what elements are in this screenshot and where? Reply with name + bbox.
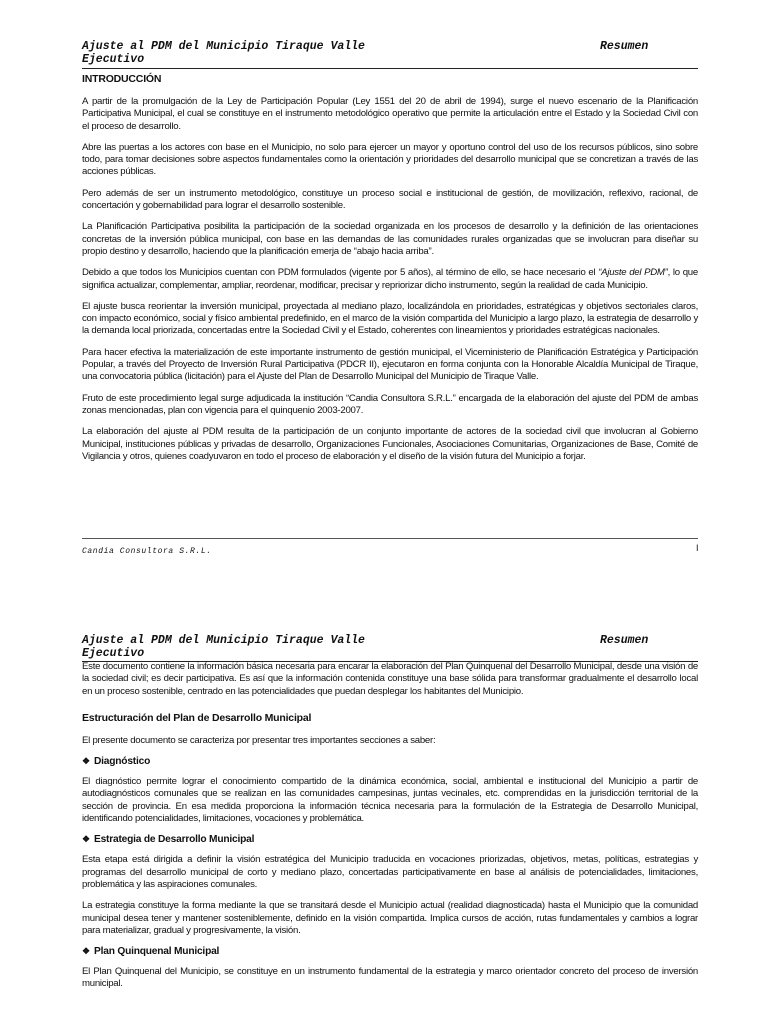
- paragraph: La elaboración del ajuste al PDM resulta de la participación de un conjunto importante de actores de la sociedad civil que involucran al Gobierno Municipal, instituciones públicas y privadas de desarrollo, Organizaciones Funcionales, Asociaciones Comunitarias, Organizaciones de Base, Comité de Vigilancia y otros, quienes coadyuvaron en todo el proceso de elaboración y el diseño de la visión futura del Municipio a forjar.: [82, 426, 698, 462]
- page-header: [82, 40, 698, 66]
- paragraph: El presente documento se caracteriza por presentar tres importantes secciones a saber:: [82, 734, 436, 746]
- diamond-bullet-icon: ❖: [82, 946, 90, 957]
- diamond-bullet-icon: ❖: [82, 756, 90, 767]
- page-header: [82, 634, 698, 660]
- paragraph: Para hacer efectiva la materialización de este importante instrumento de gestión municipal, el Viceministerio de Planificación Estratégica y Participación Popular, a través del Proyecto de Inversión Rural Participativa (PDCR II), ejecutaron en forma conjunta con la Honorable Alcaldía Municipal de Tiraque, una convocatoria pública (licitación) para el Ajuste del Plan de Desarrollo Municipal del Municipio de Tiraque Valle.: [82, 346, 698, 383]
- header-rule: [82, 68, 698, 69]
- bullet-heading-plan-quinquenal: [82, 946, 698, 957]
- paragraph: Pero además de ser un instrumento metodológico, constituye un proceso social e institucional de gestión, de movilización, reflexivo, racional, de concertación y gobernabilidad para lograr el desarrollo sostenible.: [82, 187, 698, 212]
- page-footer: [82, 540, 698, 558]
- paragraph: Esta etapa está dirigida a definir la visión estratégica del Municipio traducida en vocaciones priorizadas, objetivos, metas, políticas, estrategias y programas del desarrollo municipal de corto y mediano plazo, concertadas participativamente en base al análisis de potencialidades, limitaciones, problemática y las aspiraciones comunales.: [82, 854, 698, 890]
- footer-company: Candia Consultora S.R.L.: [82, 547, 212, 556]
- bullet-title: Diagnóstico: [94, 756, 151, 768]
- page-body: [82, 661, 698, 1000]
- paragraph-emphasis: “Ajuste del PDM”: [598, 267, 668, 279]
- paragraph: El Plan Quinquenal del Municipio, se constituye en un instrumento fundamental de la estrategia y marco orientador concreto del proceso de inversión municipal.: [82, 966, 698, 990]
- header-title-line2: Ejecutivo: [82, 647, 145, 660]
- paragraph: Este documento contiene la información básica necesaria para encarar la elaboración del Plan Quinquenal del Desarrollo Municipal, desde una visión de la sociedad civil; es decir participativa. Es así que la información contenida constituye una base sólida para transformar gradualmente el desarrollo local en un proceso sostenible, centrado en las potencialidades que puedan desplegar los habitantes del Municipio.: [82, 661, 698, 697]
- header-title-line2: Ejecutivo: [82, 53, 145, 66]
- paragraph: El ajuste busca reorientar la inversión municipal, proyectada al mediano plazo, localizándola en prioridades, estratégicas y objetivos sectoriales claros, con impacto económico, social y físico ambiental predefinido, en el marco de la visión compartida del Municipio a largo plazo, la estrategia de desarrollo y la demanda local priorizada, concertadas entre la Sociedad Civil y el Estado, coherentes con lineamientos y prioridades estratégicas nacionales.: [82, 300, 698, 337]
- paragraph: Abre las puertas a los actores con base en el Municipio, no solo para ejercer un mayor y oportuno control del uso de los recursos públicos, sino sobre todo, para tomar decisiones sobre aspectos fundamentales como la orientación y prioridades del desarrollo municipal que se concretizan a través de las acciones públicas.: [82, 141, 698, 178]
- section-heading: INTRODUCCIÓN: [82, 73, 162, 85]
- paragraph-text: , lo que significa actualizar, complementar, ampliar, reordenar, modificar, precisar y repriorizar dicho instrumento, según la realidad de cada Municipio.: [82, 267, 698, 291]
- page-number: I: [696, 543, 699, 553]
- header-title-line1: Ajuste al PDM del Municipio Tiraque Valle: [82, 634, 365, 647]
- paragraph: Fruto de este procedimiento legal surge adjudicada la institución “Candia Consultora S.R.L.” encargada de la elaboración del ajuste del PDM de ambas zonas mencionadas, plan con vigencia para el quinquenio 2003-2007.: [82, 392, 698, 416]
- section-heading: Estructuración del Plan de Desarrollo Municipal: [82, 711, 312, 724]
- header-right-label: Resumen: [600, 634, 649, 647]
- header-title-line1: Ajuste al PDM del Municipio Tiraque Valle: [82, 40, 365, 53]
- paragraph: A partir de la promulgación de la Ley de Participación Popular (Ley 1551 del 20 de abril de 1994), surge el nuevo escenario de la Planificación Participativa Municipal, el cual se constituye en el instrumento metodológico operativo que permite la articulación entre el Estado y la Sociedad Civil con el proceso de desarrollo.: [82, 96, 698, 132]
- document-page-2: [0, 560, 768, 1024]
- bullet-heading-estrategia: [82, 834, 698, 845]
- bullet-title: Estrategia de Desarrollo Municipal: [94, 834, 255, 846]
- paragraph-text: Debido a que todos los Municipios cuentan con PDM formulados (vigente por 5 años), al término de ello, se hace necesario el: [82, 267, 599, 279]
- footer-rule: [82, 538, 698, 539]
- page-body: [82, 73, 698, 472]
- bullet-title: Plan Quinquenal Municipal: [94, 946, 220, 958]
- paragraph: La Planificación Participativa posibilita la participación de la sociedad organizada en los procesos de desarrollo y la definición de las orientaciones concretas de la inversión pública municipal, con base en las demandas de las comunidades rurales organizadas que se involucran para diseñar su propio destino y desarrollo, haciendo que la planificación emerja de “abajo hacia arriba”.: [82, 221, 698, 257]
- bullet-heading-diagnostico: [82, 756, 698, 767]
- paragraph: El diagnóstico permite lograr el conocimiento compartido de la dinámica económica, social, ambiental e institucional del Municipio a partir de autodiagnósticos comunales que se realizan en las comunidades campesinas, juntas vecinales, etc. comprendidas en la jurisdicción territorial de la sección de provincia. En esa medida proporciona la información técnica necesaria para la formulación de la Estrategia de Desarrollo Municipal, identificando potencialidades, limitaciones, vocaciones y problemática.: [82, 776, 698, 825]
- diamond-bullet-icon: ❖: [82, 834, 90, 845]
- paragraph: La estrategia constituye la forma mediante la que se transitará desde el Municipio actual (realidad diagnosticada) hasta el Municipio que la comunidad municipal desea tener y mantener sosteniblemente, definido en la visión compartida. Implica cursos de acción, rutas fundamentales y cambios a lograr para materializar, gradual y progresivamente, la visión.: [82, 900, 698, 936]
- paragraph-ajuste: [82, 267, 698, 292]
- header-right-label: Resumen: [600, 40, 649, 53]
